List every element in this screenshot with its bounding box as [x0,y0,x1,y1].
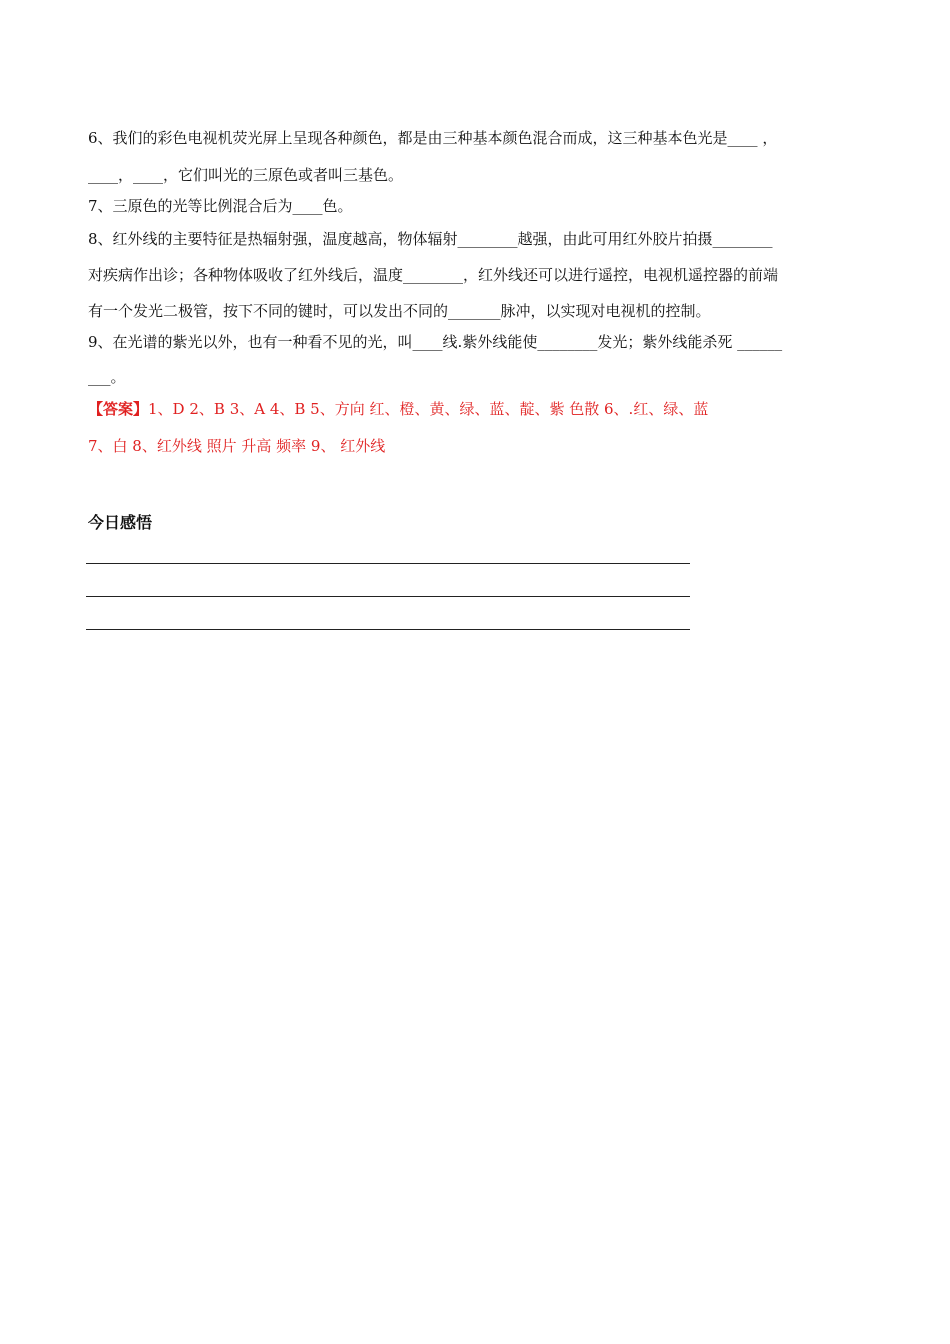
question-9-line-1: 9、在光谱的紫光以外，也有一种看不见的光，叫____线.紫外线能使________发光；紫外线能杀死 ______ [88,333,783,351]
answer-label: 【答案】 [88,400,149,418]
question-6-line-2: ____，____，它们叫光的三原色或者叫三基色。 [88,166,404,184]
writing-line-2 [86,596,690,597]
question-8-line-3: 有一个发光二极管，按下不同的键时，可以发出不同的_______脉冲，以实现对电视机的控制。 [88,302,711,320]
question-6-line-1: 6、我们的彩色电视机荧光屏上呈现各种颜色，都是由三种基本颜色混合而成，这三种基本色光是____ ， [88,129,778,147]
answer-line-1 [88,399,864,419]
answer-text-1: 1、D 2、B 3、A 4、B 5、方向 红、橙、黄、绿、蓝、靛、紫 色散 6、.红、绿、蓝 [148,400,709,418]
reflection-title: 今日感悟 [88,513,153,532]
question-7: 7、三原色的光等比例混合后为____色。 [88,197,353,215]
question-8-line-2: 对疾病作出诊；各种物体吸收了红外线后，温度________，红外线还可以进行遥控，电视机遥控器的前端 [88,266,779,284]
question-9-line-2: ___。 [88,368,126,386]
answer-line-2: 7、白 8、红外线 照片 升高 频率 9、 红外线 [88,437,386,455]
writing-line-3 [86,629,690,630]
question-8-line-1: 8、红外线的主要特征是热辐射强，温度越高，物体辐射________越强，由此可用红外胶片拍摄________ [88,230,773,248]
writing-line-1 [86,563,690,564]
question-section [88,120,864,456]
